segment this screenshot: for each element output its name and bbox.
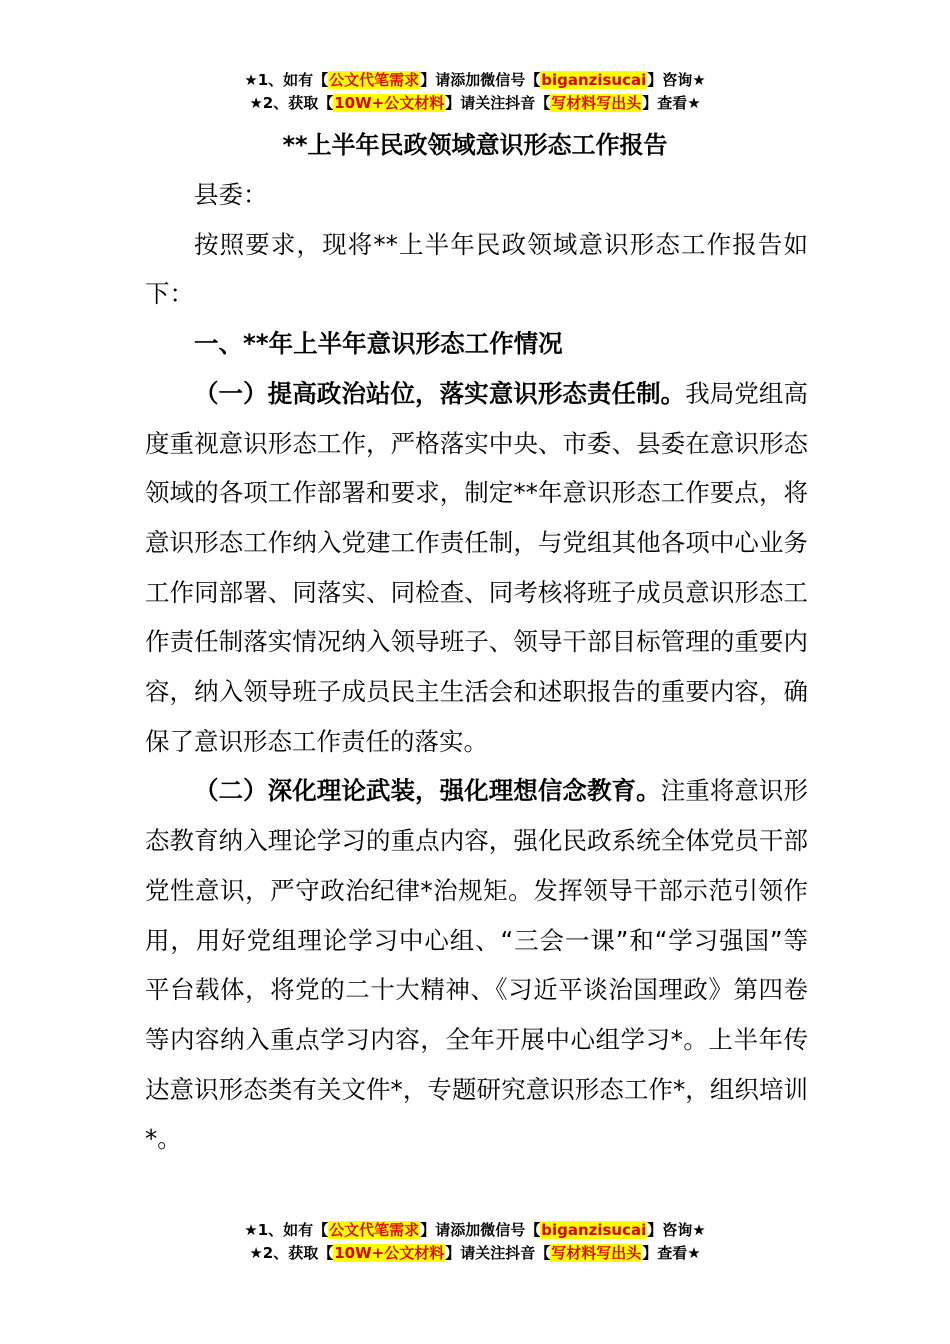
banner-line-1 bbox=[0, 70, 950, 93]
paragraph-body: 注重将意识形态教育纳入理论学习的重点内容，强化民政系统全体党员干部党性意识，严守政治纪律*治规矩。发挥领导干部示范引领作用，用好党组理论学习中心组、“三会一课”和“学习强国”等平台载体，将党的二十大精神、《习近平谈治国理政》第四卷等内容纳入重点学习内容，全年开展中心组学习*。上半年传达意识形态类有关文件*，专题研究意识形态工作*，组织培训*。 bbox=[145, 776, 808, 1154]
document-body bbox=[145, 170, 808, 1164]
banner-highlight: 10W+公文材料 bbox=[334, 94, 445, 112]
banner-highlight-douyin: 写材料写出头 bbox=[551, 1244, 642, 1262]
banner-line-1 bbox=[0, 1220, 950, 1243]
banner-highlight: 公文代笔需求 bbox=[329, 1221, 420, 1239]
banner-highlight-douyin: 写材料写出头 bbox=[551, 94, 642, 112]
banner-highlight-wechat: biganzisucai bbox=[541, 71, 647, 89]
paragraph-2 bbox=[145, 766, 808, 1164]
banner-highlight: 10W+公文材料 bbox=[334, 1244, 445, 1262]
banner-text: ★1、如有【 bbox=[244, 1221, 329, 1239]
banner-text: 】咨询★ bbox=[647, 1221, 706, 1239]
banner-highlight: 公文代笔需求 bbox=[329, 71, 420, 89]
document-title: **上半年民政领域意识形态工作报告 bbox=[282, 131, 668, 159]
paragraph-lead: （一）提高政治站位，落实意识形态责任制。 bbox=[194, 378, 686, 408]
salutation: 县委： bbox=[194, 180, 268, 209]
banner-text: 】请关注抖音【 bbox=[445, 1244, 551, 1262]
paragraph-lead: （二）深化理论武装，强化理想信念教育。 bbox=[194, 776, 661, 806]
paragraph-1 bbox=[145, 369, 808, 767]
banner-text: 】请添加微信号【 bbox=[420, 1221, 541, 1239]
intro-paragraph: 按照要求，现将**上半年民政领域意识形态工作报告如下： bbox=[145, 229, 808, 309]
banner-text: ★1、如有【 bbox=[244, 71, 329, 89]
banner-text: ★2、获取【 bbox=[249, 1244, 334, 1262]
header-banner bbox=[0, 70, 950, 116]
banner-text: 】咨询★ bbox=[647, 71, 706, 89]
banner-text: 】查看★ bbox=[642, 1244, 701, 1262]
footer-banner bbox=[0, 1220, 950, 1266]
paragraph-body: 我局党组高度重视意识形态工作，严格落实中央、市委、县委在意识形态领域的各项工作部署和要求，制定**年意识形态工作要点，将意识形态工作纳入党建工作责任制，与党组其他各项中心业务工作同部署、同落实、同检查、同考核将班子成员意识形态工作责任制落实情况纳入领导班子、领导干部目标管理的重要内容，纳入领导班子成员民主生活会和述职报告的重要内容，确保了意识形态工作责任的落实。 bbox=[145, 378, 808, 756]
banner-line-2 bbox=[0, 1243, 950, 1266]
banner-text: 】查看★ bbox=[642, 94, 701, 112]
banner-text: 】请关注抖音【 bbox=[445, 94, 551, 112]
banner-highlight-wechat: biganzisucai bbox=[541, 1221, 647, 1239]
section-heading: 一、**年上半年意识形态工作情况 bbox=[194, 329, 563, 359]
banner-text: ★2、获取【 bbox=[249, 94, 334, 112]
banner-line-2 bbox=[0, 93, 950, 116]
banner-text: 】请添加微信号【 bbox=[420, 71, 541, 89]
